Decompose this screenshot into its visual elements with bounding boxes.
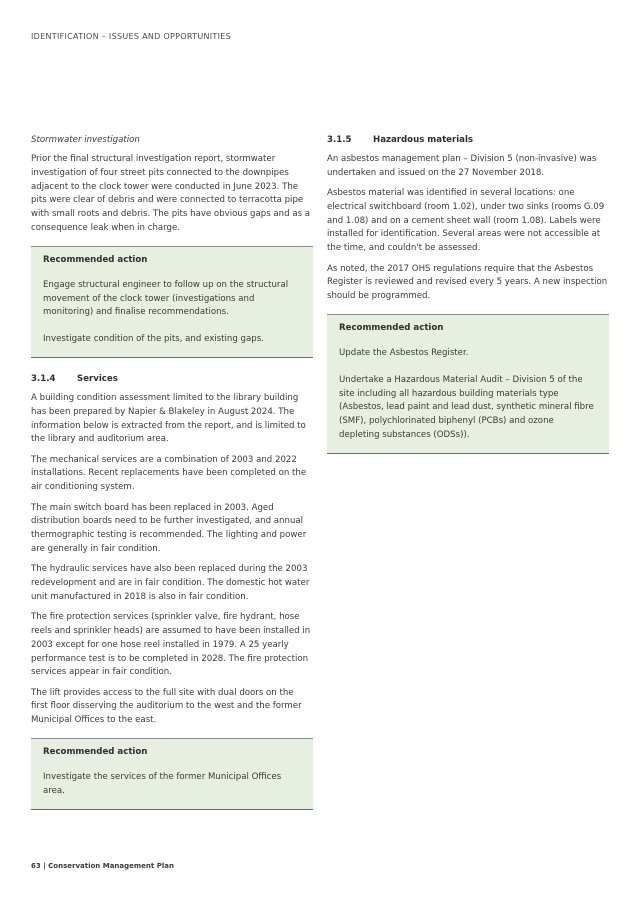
stormwater-subheading: Stormwater investigation — [31, 135, 140, 145]
action-item: Update the Asbestos Register. — [339, 347, 469, 358]
services-paragraph: The hydraulic services have also been replaced during the 2003 redevelopment and are in fair condition. The domestic hot water unit manufactured in 2018 is also in fair condition. — [31, 564, 310, 602]
services-paragraph: A building condition assessment limited to the library building has been prepared by Napier & Blakeley in August 2024. The information below is extracted from the report, and is limited to the library and auditorium area. — [31, 392, 306, 445]
right-column — [327, 133, 609, 468]
action-item: Investigate the services of the former Municipal Offices area. — [43, 772, 282, 796]
left-column — [31, 133, 313, 824]
services-paragraph: The mechanical services are a combination of 2003 and 2022 installations. Recent replacements have been completed on the air conditioning system. — [31, 454, 307, 493]
hazardous-paragraph: As noted, the 2017 OHS regulations require that the Asbestos Register is reviewed and revised every 5 years. A new inspection should be programmed. — [327, 263, 608, 302]
action-item: Investigate condition of the pits, and existing gaps. — [43, 334, 264, 345]
section-number: 3.1.4 — [31, 373, 56, 384]
section-heading-hazardous — [327, 133, 609, 147]
services-paragraph: The fire protection services (sprinkler valve, fire hydrant, hose reels and sprinkler heads) are assumed to have been installed in 2003 except for one hose reel installed in 1979. A 25 yearly performance test is to be completed in 2028. The fire protection services appear in fair condition. — [31, 612, 311, 678]
services-paragraph: The lift provides access to the full site with dual doors on the first floor disserving the auditorium to the west and the former Municipal Offices to the east. — [31, 687, 302, 726]
services-paragraph: The main switch board has been replaced in 2003. Aged distribution boards need to be further investigated, and annual thermographic testing is recommended. The lighting and power are generally in fair condition. — [31, 502, 307, 554]
recommended-action-box-hazardous — [327, 314, 609, 454]
hazardous-paragraph: An asbestos management plan – Division 5 (non-invasive) was undertaken and issued on the 27 November 2018. — [327, 154, 597, 178]
running-header: IDENTIFICATION – ISSUES AND OPPORTUNITIES — [31, 32, 232, 41]
section-title: Services — [77, 373, 118, 384]
stormwater-paragraph: Prior the final structural investigation report, stormwater investigation of four street pits connected to the downpipes adjacent to the clock tower were conducted in June 2023. The pits were clear of debris and were connected to terracotta pipe with small roots and debris. The pits have obvious gaps and as a consequence leak when in charge. — [31, 154, 311, 233]
action-box-title: Recommended action — [43, 254, 148, 265]
section-heading-services — [31, 372, 313, 386]
page-footer: 63 | Conservation Management Plan — [31, 862, 174, 870]
action-box-title: Recommended action — [339, 322, 444, 333]
recommended-action-box-structural — [31, 246, 313, 358]
action-box-title: Recommended action — [43, 747, 148, 757]
section-number: 3.1.5 — [327, 135, 352, 145]
action-item: Engage structural engineer to follow up on the structural movement of the clock tower (investigations and monitoring) and finalise recommendations. — [43, 279, 289, 318]
action-item: Undertake a Hazardous Material Audit – Division 5 of the site including all hazardous building materials type (Asbestos, lead paint and lead dust, synthetic mineral fibre (SMF), polychlorinated biphenyl (PCBs) and ozone depleting substances (ODSs)). — [339, 374, 594, 440]
recommended-action-box-services — [31, 738, 313, 810]
hazardous-paragraph: Asbestos material was identified in several locations: one electrical switchboard (room 1.02), under two sinks (rooms G.09 and 1.08) and on a cement sheet wall (room 1.08). Labels were installed for identification. Several areas were not accessible at the time, and couldn't be assessed. — [327, 188, 605, 254]
section-title: Hazardous materials — [373, 135, 474, 145]
